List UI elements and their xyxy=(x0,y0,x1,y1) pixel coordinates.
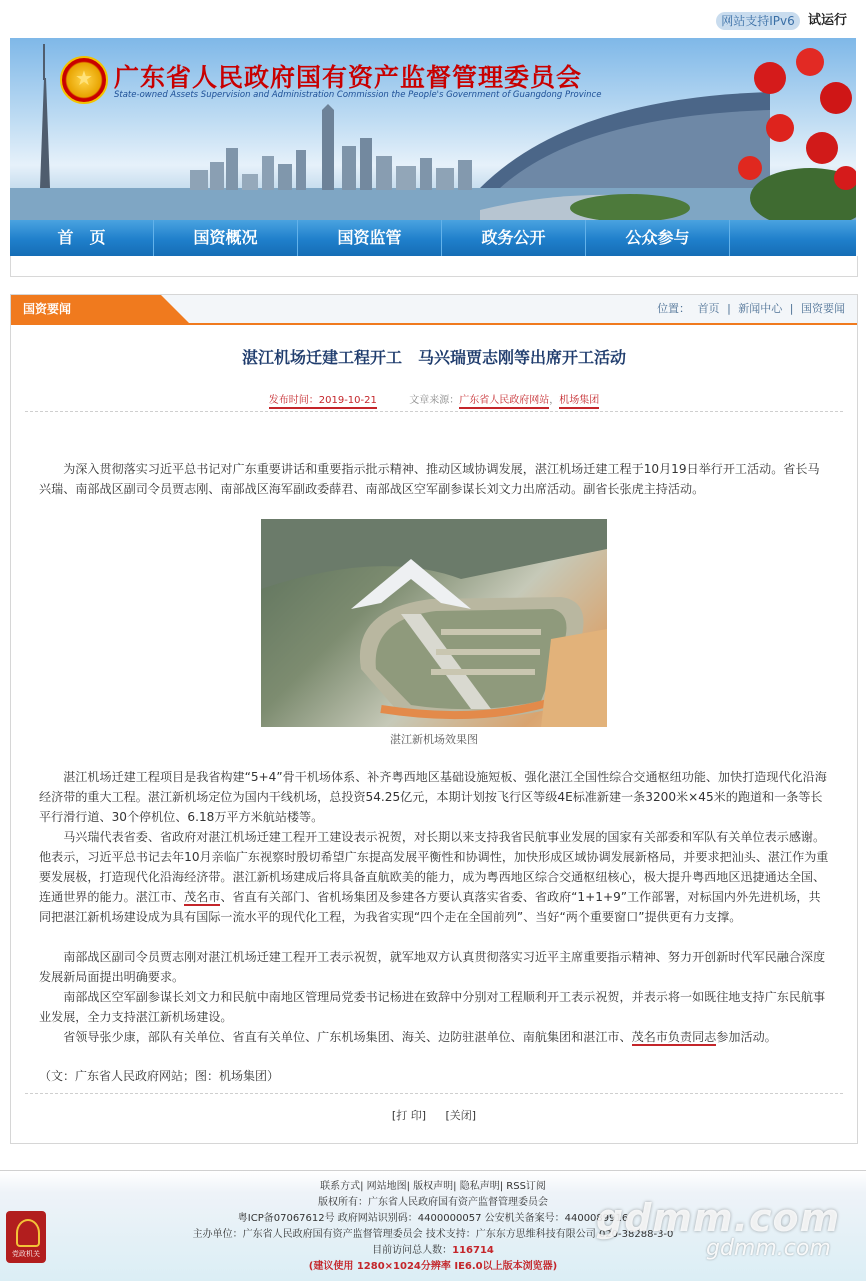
footer-icp: 粤ICP备07067612号 政府网站识别码：4400000057 公安机关备案号：4400089916 xyxy=(237,1213,629,1224)
meta-divider xyxy=(25,411,843,412)
article-panel xyxy=(10,294,858,1144)
publish-date: 发布时间：2019-10-21 xyxy=(269,395,377,409)
breadcrumb xyxy=(655,295,847,323)
site-banner xyxy=(10,38,856,220)
paragraph-2: 湛江机场迁建工程项目是我省构建“5+4”骨干机场体系、补齐粤西地区基础设施短板、强化湛江全国性综合交通枢纽功能、加快打造现代化沿海经济带的重大工程。湛江新机场定位为国内干线机场，总投资54.25亿元，本期计划按飞行区等级4E标准新建一条3200米×45米的跑道和一条等长平行滑行道、30个停机位、6.18万平方米航站楼等。 xyxy=(39,770,827,824)
article-footer-divider xyxy=(25,1093,843,1094)
site-title: 广东省人民政府国有资产监督管理委员会 xyxy=(114,63,583,92)
paragraph-3-part-b: 、省直有关部门、省机场集团及参建各方要认真落实省委、省政府“1+1+9”工作部署，对标国内外先进机场，共同把湛江新机场建设成为具有国际一流水平的现代化工程，为我省实现“四个走在全国前列”、当好“两个重要窗口”提供更有力支撑。 xyxy=(39,890,821,924)
airport-rendering-image xyxy=(261,519,607,727)
watermark-sub: gdmm.com xyxy=(706,1236,831,1261)
nav-open-gov[interactable]: 政务公开 xyxy=(442,220,586,256)
source-label: 文章来源： xyxy=(409,395,460,406)
paragraph-3 xyxy=(39,827,829,927)
print-button[interactable]: [打 印] xyxy=(391,1109,426,1122)
national-emblem-icon: ★ xyxy=(60,56,108,104)
visits-count: 116714 xyxy=(452,1245,494,1256)
source-airport-group: 机场集团 xyxy=(559,395,599,409)
site-subtitle: State-owned Assets Supervision and Administration Commission the People's Government of Guangdong Province xyxy=(114,90,602,100)
party-gov-badge[interactable]: 党政机关 xyxy=(6,1211,46,1263)
ipv6-badge[interactable]: 网站支持IPv6 xyxy=(716,12,800,30)
visits-label: 目前访问总人数： xyxy=(372,1245,453,1256)
article-actions xyxy=(11,1107,857,1123)
highlight-maoming-officials: 茂名市负责同志 xyxy=(631,1030,717,1044)
trial-label: 试运行 xyxy=(808,13,848,28)
article-meta xyxy=(11,391,857,406)
nav-overview[interactable]: 国资概况 xyxy=(154,220,298,256)
source-gov-site: 广东省人民政府网站 xyxy=(459,395,549,409)
nav-public[interactable]: 公众参与 xyxy=(586,220,730,256)
breadcrumb-sep: | xyxy=(727,302,731,315)
breadcrumb-current[interactable]: 国资要闻 xyxy=(801,302,845,315)
paragraph-4: 南部战区副司令员贾志刚对湛江机场迁建工程开工表示祝贺，就军地双方认真贯彻落实习近平主席重要指示精神、努力开创新时代军民融合深度发展新局面提出明确要求。 xyxy=(39,950,826,984)
paragraph-6-part-b: 参加活动。 xyxy=(716,1030,777,1044)
highlight-maoming: 茂名市 xyxy=(184,890,221,904)
paragraph-6-part-a: 省领导张少康，部队有关单位、省直有关单位、广东机场集团、海关、边防驻湛单位、南航集团和湛江市、 xyxy=(63,1030,632,1044)
paragraph-5: 南部战区空军副参谋长刘文力和民航中南地区管理局党委书记杨进在致辞中分别对工程顺利开工表示祝贺，并表示将一如既往地支持广东民航事业发展，全力支持湛江新机场建设。 xyxy=(39,990,826,1024)
image-caption: 湛江新机场效果图 xyxy=(390,733,478,746)
article-title: 湛江机场迁建工程开工 马兴瑞贾志刚等出席开工活动 xyxy=(241,348,626,367)
top-strip xyxy=(0,0,866,38)
section-header xyxy=(11,295,857,325)
watermark-main: gdmm.com xyxy=(596,1196,841,1240)
breadcrumb-sep: | xyxy=(789,302,794,315)
footer-links[interactable]: 联系方式| 网站地图| 版权声明| 隐私声明| RSS订阅 xyxy=(320,1181,546,1192)
breadcrumb-prefix: 位置： xyxy=(657,302,691,315)
footer-browser-note: (建议使用 1280×1024分辨率 IE6.0以上版本浏览器) xyxy=(308,1261,558,1272)
section-tab-label: 国资要闻 xyxy=(23,302,72,316)
breadcrumb-news[interactable]: 新闻中心 xyxy=(738,302,783,315)
breadcrumb-home[interactable]: 首页 xyxy=(697,302,720,315)
nav-supervision[interactable]: 国资监管 xyxy=(298,220,442,256)
main-nav xyxy=(10,220,856,256)
paragraph-3-part-a: 马兴瑞代表省委、省政府对湛江机场迁建工程开工建设表示祝贺，对长期以来支持我省民航事业发展的国家有关部委和军队有关单位表示感谢。他表示，习近平总书记去年10月亲临广东视察时殷切希望广东提高发展平衡性和协调性，加快形成区域协调发展新格局，并要求把汕头、湛江作为重要发展极，打造现代化沿海经济带。湛江新机场建成后将具备直航欧美的能力，成为粤西地区综合交通枢纽核心，极大提升粤西地区迅捷通达全国、连通世界的能力。湛江市、 xyxy=(39,830,829,904)
footer-copyright: 版权所有：广东省人民政府国有资产监督管理委员会 xyxy=(318,1197,548,1208)
section-tab[interactable] xyxy=(11,295,189,323)
paragraph-6 xyxy=(39,1027,829,1047)
nav-spacer xyxy=(10,256,858,277)
paragraph-1: 为深入贯彻落实习近平总书记对广东重要讲话和重要指示批示精神、推动区域协调发展，湛江机场迁建工程于10月19日举行开工活动。省长马兴瑞、南部战区副司令员贾志刚、南部战区海军副政委薛君、南部战区空军副参谋长刘文力出席活动。副省长张虎主持活动。 xyxy=(39,462,820,496)
article-credit: （文：广东省人民政府网站；图：机场集团） xyxy=(39,1069,280,1083)
footer-host: 主办单位：广东省人民政府国有资产监督管理委员会 技术支持：广东东方思维科技有限公司 020-38288-3-0 xyxy=(192,1229,674,1240)
nav-home[interactable]: 首 页 xyxy=(10,220,154,256)
close-button[interactable]: [关闭] xyxy=(445,1109,477,1122)
source-sep: ， xyxy=(549,395,560,406)
